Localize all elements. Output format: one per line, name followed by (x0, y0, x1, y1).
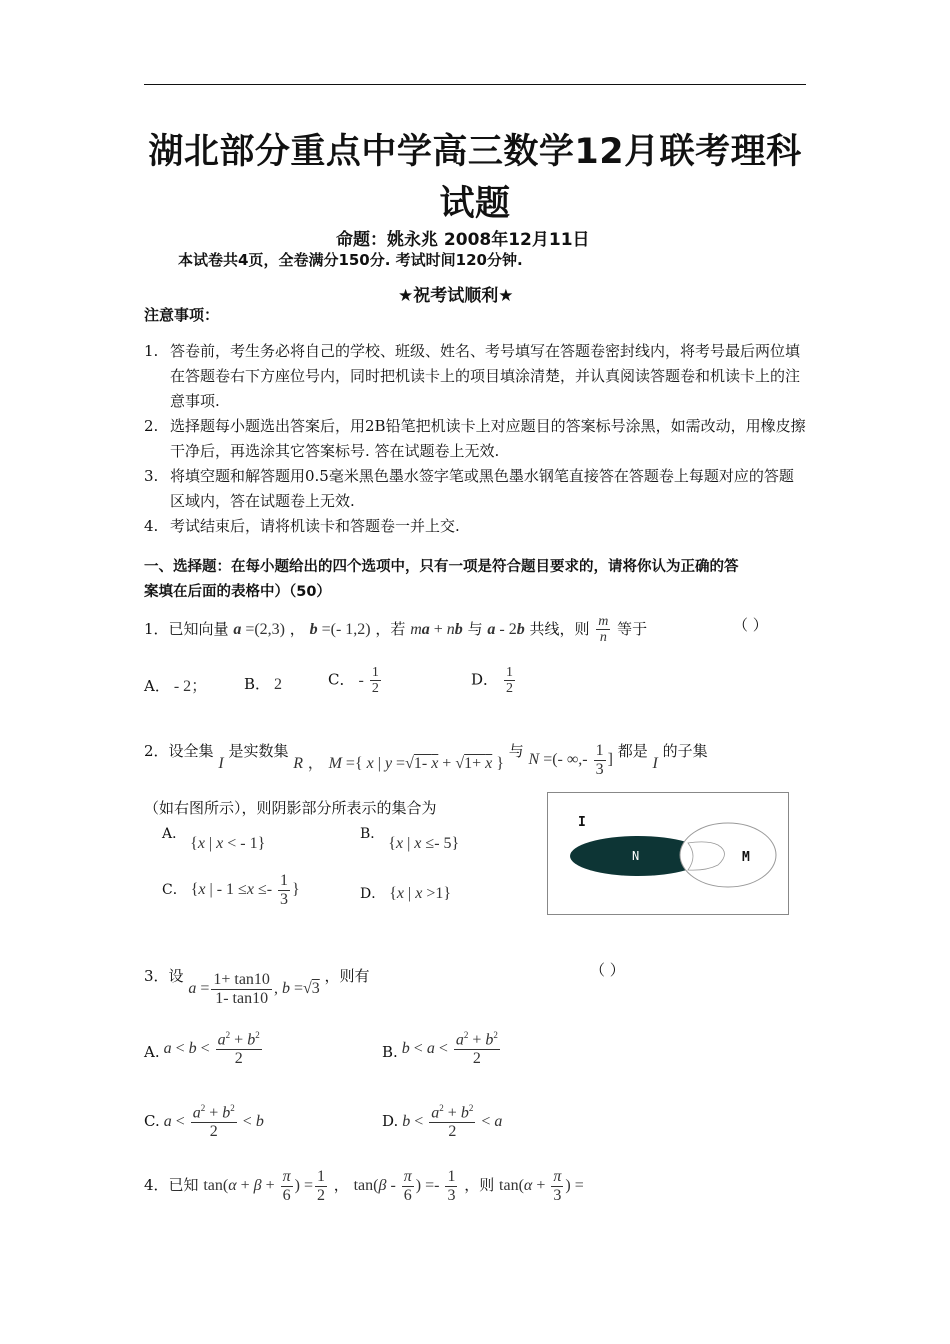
q4-expr-1: tan(α + β + $\frac{\pi}{6}$ ) = $\frac{1}{2}$ (203, 1168, 326, 1204)
question-3: 3．设 a = $\frac{1+ \tan 10}{1- \tan 10}$ , b =√3 ，则有 (144, 966, 370, 1007)
title-line-2: 试题 (439, 184, 511, 224)
venn-label-m: M (742, 850, 750, 865)
q2-set-m: M ={ x | y =√1- x + √1+ x } (328, 754, 504, 772)
venn-diagram (547, 792, 789, 915)
question-1: 1．已知向量 a =(2,3) ， b =(- 1,2) ，若 ma + nb 与 a - 2b 共线，则 $\frac{m}{n}$ 等于 (144, 614, 648, 646)
q1-combination: ma + nb (410, 620, 463, 638)
section1-line2: 案填在后面的表格中）（50） (144, 584, 331, 600)
q2-option-c: C． {x | - 1 ≤x ≤- $\frac{1}{3}$ } (162, 872, 300, 908)
q2-line2: （如右图所示），则阴影部分所表示的集合为 (144, 799, 437, 817)
q3-option-c: C. a < $\frac{a^2 + b^2}{2}$ < b (144, 1103, 264, 1140)
notice-item: 3. 将填空题和解答题用0.5毫米黑色墨水签字笔或黑色墨水钢笔直接答在答题卷上每题对应的答题区域内，答在试题卷上无效. (144, 467, 794, 510)
venn-label-i: I (578, 815, 586, 830)
q3-option-b: B. b < a < $\frac{a^2 + b^2}{2}$ (382, 1030, 498, 1067)
venn-label-n: N (632, 849, 640, 863)
q1-combination-2: a - 2b (487, 620, 525, 638)
q2-set-n: N =(- ∞,- $\frac{1}{3}$ ] (528, 742, 613, 778)
q3-expression: a = $\frac{1+ \tan 10}{1- \tan 10}$ , b =√3 (188, 971, 320, 1007)
notice-item: 2. 选择题每小题选出答案后，用2B铅笔把机读卡上对应题目的答案标号涂黑，如需改动，用橡皮擦干净后，再选涂其它答案标号. 答在试题卷上无效. (144, 417, 806, 460)
q2-option-a: A． {x | x < - 1} (162, 826, 266, 852)
q1-option-b: B． 2 (244, 675, 283, 693)
q4-expr-2: tan(β - $\frac{\pi}{6}$ ) =- $\frac{1}{3}$ (353, 1168, 456, 1204)
notice-item: 4. 考试结束后，请将机读卡和答题卷一并上交. (144, 517, 460, 535)
top-rule (144, 84, 806, 85)
q1-answer-blank: （ ） (733, 616, 768, 634)
notice-list (144, 339, 808, 539)
notice-item: 1. 答卷前，考生务必将自己的学校、班级、姓名、考号填写在答题卷密封线内，将考号最后两位填在答题卷右下方座位号内，同时把机读卡上的项目填涂清楚，并认真阅读答题卷和机读卡上的注意事项. (144, 342, 801, 410)
q1-option-d: D． $\frac{1}{2}$ (471, 665, 514, 697)
q1-option-c: C． - $\frac{1}{2}$ (328, 665, 379, 697)
title-line-1: 湖北部分重点中学高三数学12月联考理科 (148, 132, 802, 172)
q1-vector-b: b =(- 1,2) (309, 620, 371, 638)
question-2: 2．设全集 I 是实数集 R ， M ={ x | y =√1- x + √1+ x } 与 N =(- ∞,- $\frac{1}{3}$ ] 都是 I 的子集 (144, 741, 708, 778)
q1-option-a: A． - 2； (144, 677, 208, 695)
q3-answer-blank: （ ） (590, 961, 625, 979)
notice-heading: 注意事项： (144, 306, 220, 324)
q2-option-d: D． {x | x >1} (360, 885, 452, 902)
exam-info: 本试卷共4页，全卷满分150分. 考试时间120分钟. (178, 251, 523, 269)
q2-option-b: B． {x | x ≤- 5} (360, 826, 460, 852)
section1-line1: 一、选择题：在每小题给出的四个选项中，只有一项是符合题目要求的，请将你认为正确的答 (144, 559, 739, 575)
q3-option-a: A. a < b < $\frac{a^2 + b^2}{2}$ (144, 1030, 260, 1067)
question-4: 4．已知 tan(α + β + $\frac{\pi}{6}$ ) = $\frac{1}{2}$ ， tan(β - $\frac{\pi}{6}$ ) =- $\frac{1}{3}$ ，则 tan(α + $\frac{\pi}{3}$ ) = (144, 1168, 584, 1204)
venn-svg (548, 793, 788, 914)
q3-option-d: D. b < $\frac{a^2 + b^2}{2}$ < a (382, 1103, 503, 1140)
q4-expr-3: tan(α + $\frac{\pi}{3}$ ) = (499, 1168, 584, 1204)
wish-line: ★祝考试顺利★ (398, 286, 514, 306)
q1-m-over-n: $\frac{m}{n}$ (598, 614, 609, 646)
q1-vector-a: a =(2,3) (233, 620, 286, 638)
author-line: 命题：姚永兆 2008年12月11日 (336, 230, 590, 250)
